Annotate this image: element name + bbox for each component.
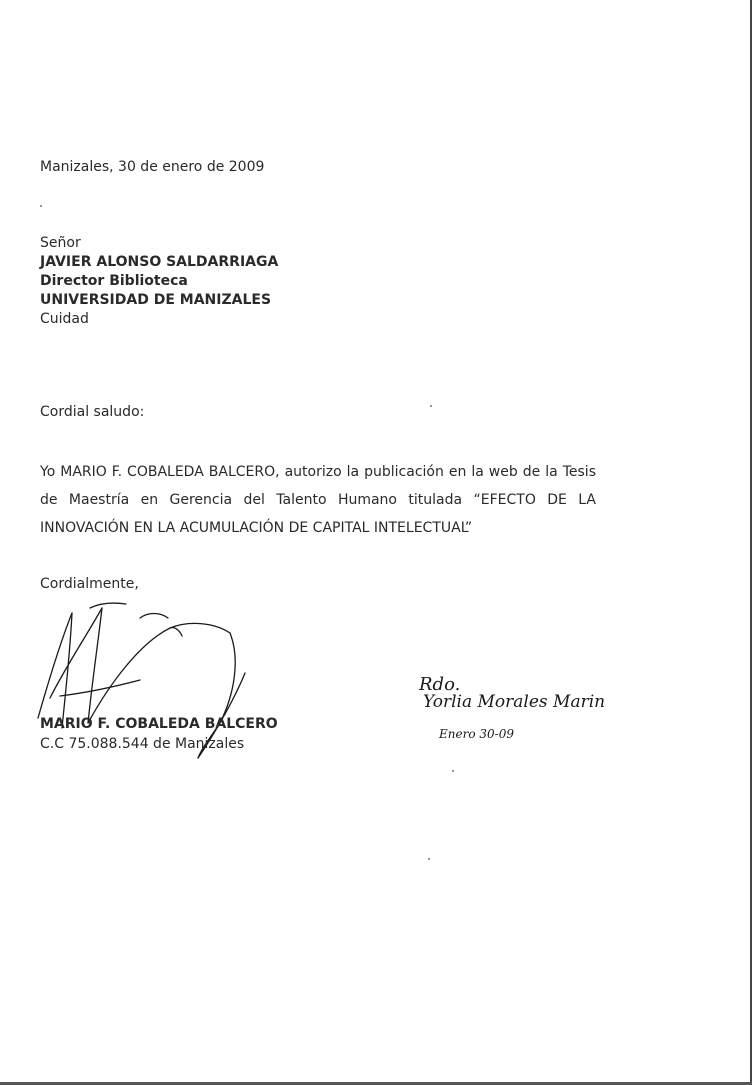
scan-speck bbox=[430, 405, 432, 407]
recipient-salutation-title: Señor bbox=[40, 235, 81, 251]
note-line-1: Rdo. bbox=[419, 674, 461, 695]
closing: Cordialmente, bbox=[40, 576, 139, 592]
letter-body: Yo MARIO F. COBALEDA BALCERO, autorizo la publicación en la web de la Tesis de Maestría en Gerencia del Talento Humano titulada “EFECTO DE LA INNOVACIÓN EN LA ACUMULACIÓN DE CAPITAL INTELECTUAL” bbox=[40, 464, 596, 536]
recipient-institution: UNIVERSIDAD DE MANIZALES bbox=[40, 292, 272, 308]
signer-name: MARIO F. COBALEDA BALCERO bbox=[40, 716, 278, 732]
signer-id-line: C.C 75.088.544 de Manizales bbox=[40, 736, 245, 752]
recipient-city: Cuidad bbox=[40, 311, 89, 327]
scan-speck bbox=[428, 858, 430, 860]
recipient-name: JAVIER ALONSO SALDARRIAGA bbox=[40, 254, 279, 270]
note-line-3: Enero 30-09 bbox=[439, 727, 514, 741]
note-line-2: Yorlia Morales Marin bbox=[423, 692, 606, 712]
handwritten-annotation bbox=[405, 660, 705, 760]
scan-speck bbox=[452, 770, 454, 772]
date-line: Manizales, 30 de enero de 2009 bbox=[40, 159, 265, 175]
scan-speck bbox=[40, 205, 42, 207]
greeting: Cordial saludo: bbox=[40, 404, 145, 420]
recipient-position: Director Biblioteca bbox=[40, 273, 188, 289]
